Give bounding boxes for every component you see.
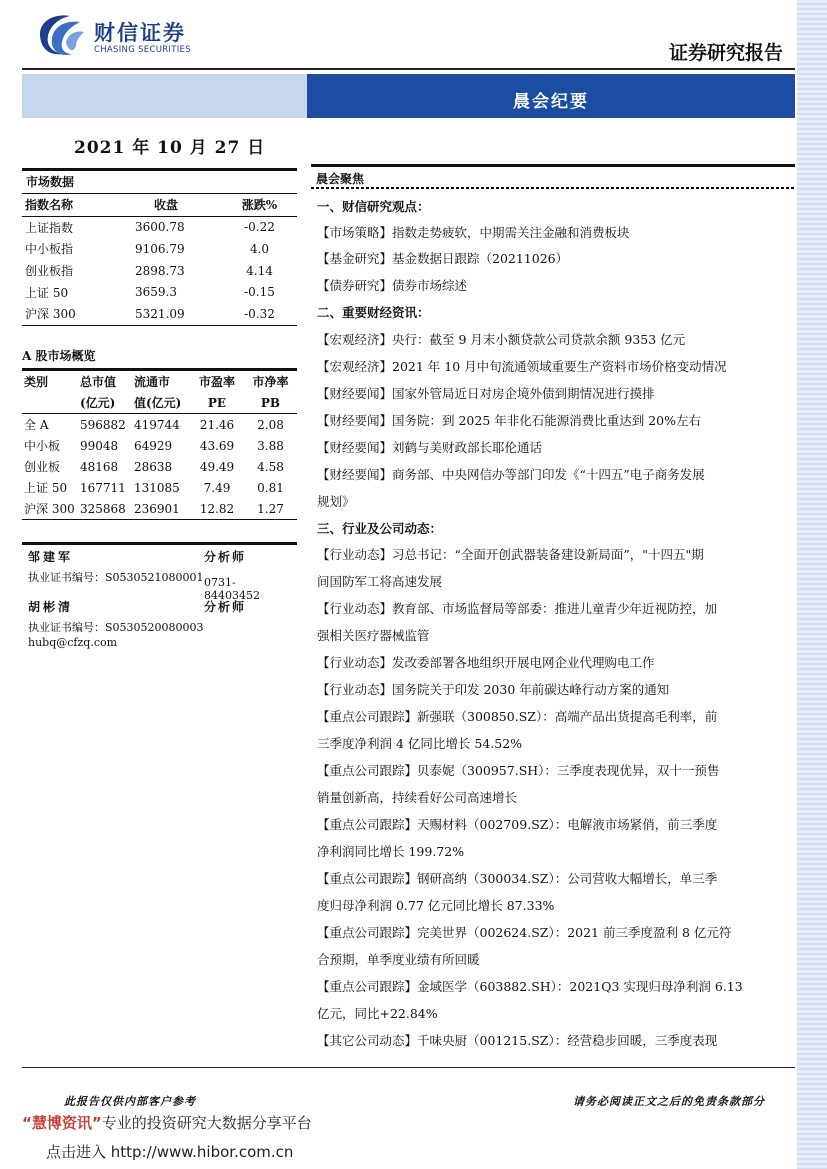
table-cell: 4.0 — [249, 241, 270, 256]
table-row — [22, 238, 297, 260]
list-item: 【重点公司跟踪】新强联（300850.SZ）：高端产品出货提高毛利率，前 — [317, 709, 718, 724]
table-header-cell: 收盘 — [154, 198, 179, 213]
table-cell: 131085 — [134, 480, 180, 495]
list-item: 【重点公司跟踪】天赐材料（002709.SZ）：电解液市场紧俏，前三季度 — [317, 817, 718, 832]
focus-divider — [311, 187, 795, 189]
list-item: 【财经要闻】商务部、中央网信办等部门印发《“十四五”电子商务发展 — [317, 467, 705, 482]
table-cell: 325868 — [80, 501, 126, 516]
section-rule — [22, 519, 297, 520]
list-item-continued: 三季度净利润 4 亿同比增长 54.52% — [317, 736, 523, 751]
list-item-continued: 合预期，单季度业绩有所回暖 — [317, 952, 480, 967]
table-header-row — [22, 194, 297, 216]
section-heading: 一、财信研究观点： — [317, 199, 430, 214]
table-cell: -0.22 — [244, 220, 275, 235]
table-cell: 9106.79 — [135, 241, 185, 256]
list-item: 【基金研究】基金数据日跟踪（20211026） — [317, 251, 569, 266]
footer-disclaimer-note: 请务必阅读正文之后的免责条款部分 — [573, 1095, 765, 1108]
analyst-section — [22, 542, 297, 545]
market-data-title: 市场数据 — [26, 175, 75, 189]
table-header-cell: PE — [207, 395, 227, 410]
table-cell: 2898.73 — [135, 263, 185, 278]
list-item-continued: 净利润同比增长 199.72% — [317, 844, 465, 859]
overview-body — [22, 414, 297, 519]
overview-title: A 股市场概览 — [22, 349, 96, 363]
table-cell: 沪深 300 — [25, 307, 76, 322]
analyst-card — [28, 548, 288, 602]
header-divider — [22, 68, 795, 70]
table-header-cell: (亿元) — [80, 396, 116, 410]
table-header-cell: 总市值 — [80, 375, 117, 389]
report-date: 2021 年 10 月 27 日 — [74, 138, 266, 158]
analyst-email: hubq@cfzq.com — [28, 636, 118, 649]
table-cell: 7.49 — [203, 480, 231, 495]
analyst-card — [28, 598, 288, 649]
report-type-title: 证券研究报告 — [668, 42, 783, 64]
list-item: 【重点公司跟踪】金域医学（603882.SH）：2021Q3 实现归母净利润 6.13 — [317, 979, 743, 994]
table-cell: 3659.3 — [135, 285, 177, 300]
table-cell: 沪深 300 — [24, 502, 75, 516]
table-row — [22, 414, 297, 435]
analyst-phone: 0731-84403452 — [204, 576, 260, 602]
list-item: 【重点公司跟踪】贝泰妮（300957.SH）：三季度表现优异，双十一预售 — [317, 763, 720, 778]
section-rule — [22, 325, 297, 326]
table-header-row — [22, 371, 297, 392]
table-cell: 419744 — [134, 417, 180, 432]
table-row — [22, 435, 297, 456]
analyst-name: 邹建军 — [28, 550, 74, 564]
list-item-continued: 强相关医疗器械监管 — [317, 628, 430, 643]
a-share-overview-section — [22, 347, 297, 520]
table-cell: 创业板指 — [25, 264, 74, 279]
footer-divider — [22, 1067, 795, 1068]
list-item-continued: 间国防军工将高速发展 — [317, 574, 443, 589]
table-header-cell: 指数名称 — [25, 198, 74, 213]
table-header-cell: 涨跌% — [241, 198, 278, 213]
table-cell: 48168 — [80, 459, 119, 474]
table-cell: 28638 — [134, 459, 173, 474]
table-cell: 中小板指 — [25, 242, 74, 257]
table-cell: 64929 — [134, 438, 173, 453]
table-cell: 21.46 — [199, 417, 235, 432]
table-cell: 49.49 — [199, 459, 235, 474]
table-cell: 全 A — [24, 418, 49, 432]
banner-title: 晨会纪要 — [513, 92, 589, 112]
section-heading: 三、行业及公司动态： — [317, 521, 443, 536]
table-cell: 上证 50 — [24, 481, 68, 495]
analyst-role: 分析师 — [204, 550, 247, 564]
market-data-body — [22, 217, 297, 325]
list-item: 【宏观经济】2021 年 10 月中旬流通领域重要生产资料市场价格变动情况 — [317, 359, 727, 374]
list-item: 【财经要闻】刘鹤与美财政部长耶伦通话 — [317, 440, 543, 455]
logo-name-cn: 财信证券 — [94, 21, 186, 45]
list-item-continued: 亿元，同比+22.84% — [317, 1006, 438, 1021]
list-item: 【市场策略】指数走势疲软，中期需关注金融和消费板块 — [317, 225, 630, 240]
watermark-link[interactable]: 点击进入 http://www.hibor.com.cn — [46, 1143, 294, 1161]
table-header-cell: 市盈率 — [198, 375, 235, 389]
watermark-brand: “慧博资讯” — [22, 1114, 102, 1132]
table-header-cell: 值(亿元) — [134, 396, 182, 410]
table-header-row — [22, 392, 297, 413]
table-header-cell: PB — [260, 395, 281, 410]
table-row — [22, 281, 297, 303]
table-cell: 4.14 — [246, 263, 273, 278]
table-row — [22, 477, 297, 498]
table-cell: 99048 — [80, 438, 119, 453]
focus-title: 晨会聚焦 — [316, 172, 365, 186]
table-header-cell: 市净率 — [252, 375, 289, 389]
table-cell: 0.81 — [257, 480, 284, 495]
section-rule — [22, 542, 297, 545]
list-item: 【重点公司跟踪】钢研高纳（300034.SZ）：公司营收大幅增长，单三季 — [317, 871, 718, 886]
table-cell: 5321.09 — [135, 306, 185, 321]
logo-name-en: CHASING SECURITIES — [94, 45, 191, 55]
table-cell: 43.69 — [199, 438, 235, 453]
table-cell: 167711 — [80, 480, 126, 495]
logo-emblem-icon — [36, 12, 86, 58]
list-item: 【财经要闻】国务院：到 2025 年非化石能源消费比重达到 20%左右 — [317, 413, 702, 428]
list-item: 【行业动态】发改委部署各地组织开展电网企业代理购电工作 — [317, 655, 655, 670]
focus-header — [311, 164, 795, 187]
list-item: 【行业动态】习总书记：“全面开创武器装备建设新局面”，"十四五"期 — [317, 547, 704, 562]
table-cell: 中小板 — [24, 439, 61, 453]
table-cell: 236901 — [134, 501, 180, 516]
table-cell: 2.08 — [257, 417, 284, 432]
watermark-tagline: 专业的投资研究大数据分享平台 — [101, 1114, 312, 1132]
analyst-name: 胡彬清 — [28, 600, 74, 614]
table-cell: 12.82 — [199, 501, 235, 516]
table-cell: 上证 50 — [25, 285, 69, 300]
section-rule — [22, 168, 297, 171]
table-cell: -0.32 — [244, 306, 275, 321]
banner-light-block — [22, 74, 307, 118]
table-row — [22, 303, 297, 325]
list-item: 【财经要闻】国家外管局近日对房企境外债到期情况进行摸排 — [317, 386, 655, 401]
table-cell: 上证指数 — [25, 220, 74, 235]
list-item: 【其它公司动态】千味央厨（001215.SZ）：经营稳步回暖，三季度表现 — [317, 1033, 718, 1048]
table-row — [22, 217, 297, 239]
analyst-role: 分析师 — [204, 600, 247, 614]
list-item: 【行业动态】国务院关于印发 2030 年前碳达峰行动方案的通知 — [317, 682, 670, 697]
market-data-table — [22, 194, 297, 216]
list-item: 【债券研究】债券市场综述 — [317, 278, 468, 293]
list-item-continued: 销量创新高，持续看好公司高速增长 — [317, 790, 518, 805]
overview-table — [22, 371, 297, 413]
company-logo — [36, 12, 226, 60]
list-item-continued: 规划》 — [317, 494, 355, 509]
table-header-cell: 类别 — [24, 375, 49, 389]
table-header-cell: 流通市 — [134, 375, 171, 389]
table-cell: 3.88 — [257, 438, 284, 453]
table-cell: 创业板 — [24, 460, 61, 474]
table-row — [22, 456, 297, 477]
table-cell: 596882 — [80, 417, 126, 432]
table-cell: 3600.78 — [135, 220, 185, 235]
table-cell: 4.58 — [257, 459, 284, 474]
table-row — [22, 498, 297, 519]
decorative-side-stripe — [797, 0, 827, 1169]
list-item-continued: 度归母净利润 0.77 亿元同比增长 87.33% — [317, 898, 555, 913]
market-data-section — [22, 168, 297, 326]
table-cell: 1.27 — [257, 501, 284, 516]
footer-internal-note: 此报告仅供内部客户参考 — [64, 1095, 196, 1108]
analyst-cert: 执业证书编号：S0530520080003 — [28, 621, 204, 634]
list-item: 【行业动态】教育部、市场监督局等部委：推进儿童青少年近视防控，加 — [317, 601, 718, 616]
table-cell: -0.15 — [244, 285, 275, 300]
section-heading: 二、重要财经资讯： — [317, 305, 430, 320]
table-header-cell — [22, 392, 78, 413]
section-rule — [311, 164, 795, 167]
watermark-line — [22, 1112, 312, 1133]
list-item: 【宏观经济】央行：截至 9 月末小额贷款公司贷款余额 9353 亿元 — [317, 332, 686, 347]
list-item: 【重点公司跟踪】完美世界（002624.SZ）：2021 前三季度盈利 8 亿元符 — [317, 925, 732, 940]
table-row — [22, 260, 297, 282]
title-banner — [22, 74, 795, 118]
analyst-cert: 执业证书编号：S0530521080001 — [28, 571, 204, 584]
